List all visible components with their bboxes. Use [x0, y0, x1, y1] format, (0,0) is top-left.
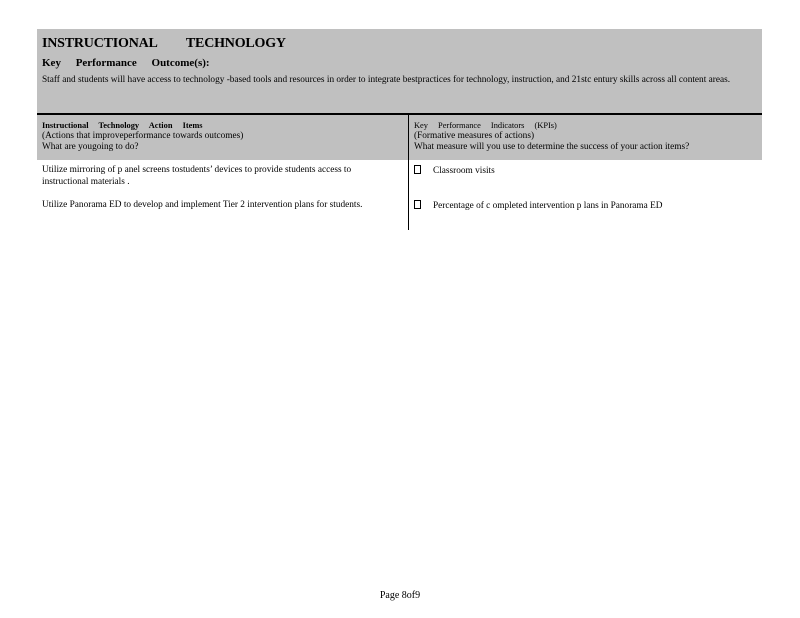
action-items-header-title: Instructional Technology Action Items: [42, 121, 203, 130]
action-item-cell: Utilize mirroring of p anel screens tostudents’ devices to provide students access to instructional materials .: [42, 165, 352, 187]
action-items-header-subtitle: (Actions that improveperformance towards outcomes): [42, 131, 244, 141]
action-item-cell: Utilize Panorama ED to develop and implement Tier 2 intervention plans for students.: [42, 200, 363, 210]
kpi-text: Percentage of c ompleted intervention p lans in Panorama ED: [433, 201, 663, 211]
table-header-row: [37, 114, 762, 160]
action-items-header-question: What are yougoing to do?: [42, 142, 139, 152]
key-performance-outcomes-text: Staff and students will have access to technology -based tools and resources in order to integrate bestpractices for technology, instruction, and 21stc entury skills across all content areas.: [42, 75, 731, 85]
key-performance-outcomes-label: Key Performance Outcome(s):: [42, 57, 210, 69]
page-number: Page 8of9: [379, 590, 421, 601]
kpi-header-subtitle: (Formative measures of actions): [414, 131, 535, 141]
checkbox-icon: [414, 200, 421, 209]
action-items-header: [42, 120, 402, 153]
kpi-header-title: Key Performance Indicators (KPIs): [414, 121, 557, 130]
checkbox-icon: [414, 165, 421, 174]
kpi-cell: [414, 165, 754, 178]
column-divider: [408, 114, 409, 230]
kpi-header: [414, 120, 759, 153]
section-title: INSTRUCTIONAL TECHNOLOGY: [42, 36, 286, 51]
kpi-text: Classroom visits: [433, 166, 495, 176]
kpi-header-question: What measure will you use to determine the success of your action items?: [414, 142, 690, 152]
outcomes-header-block: [37, 29, 762, 114]
kpi-cell: [414, 200, 754, 213]
